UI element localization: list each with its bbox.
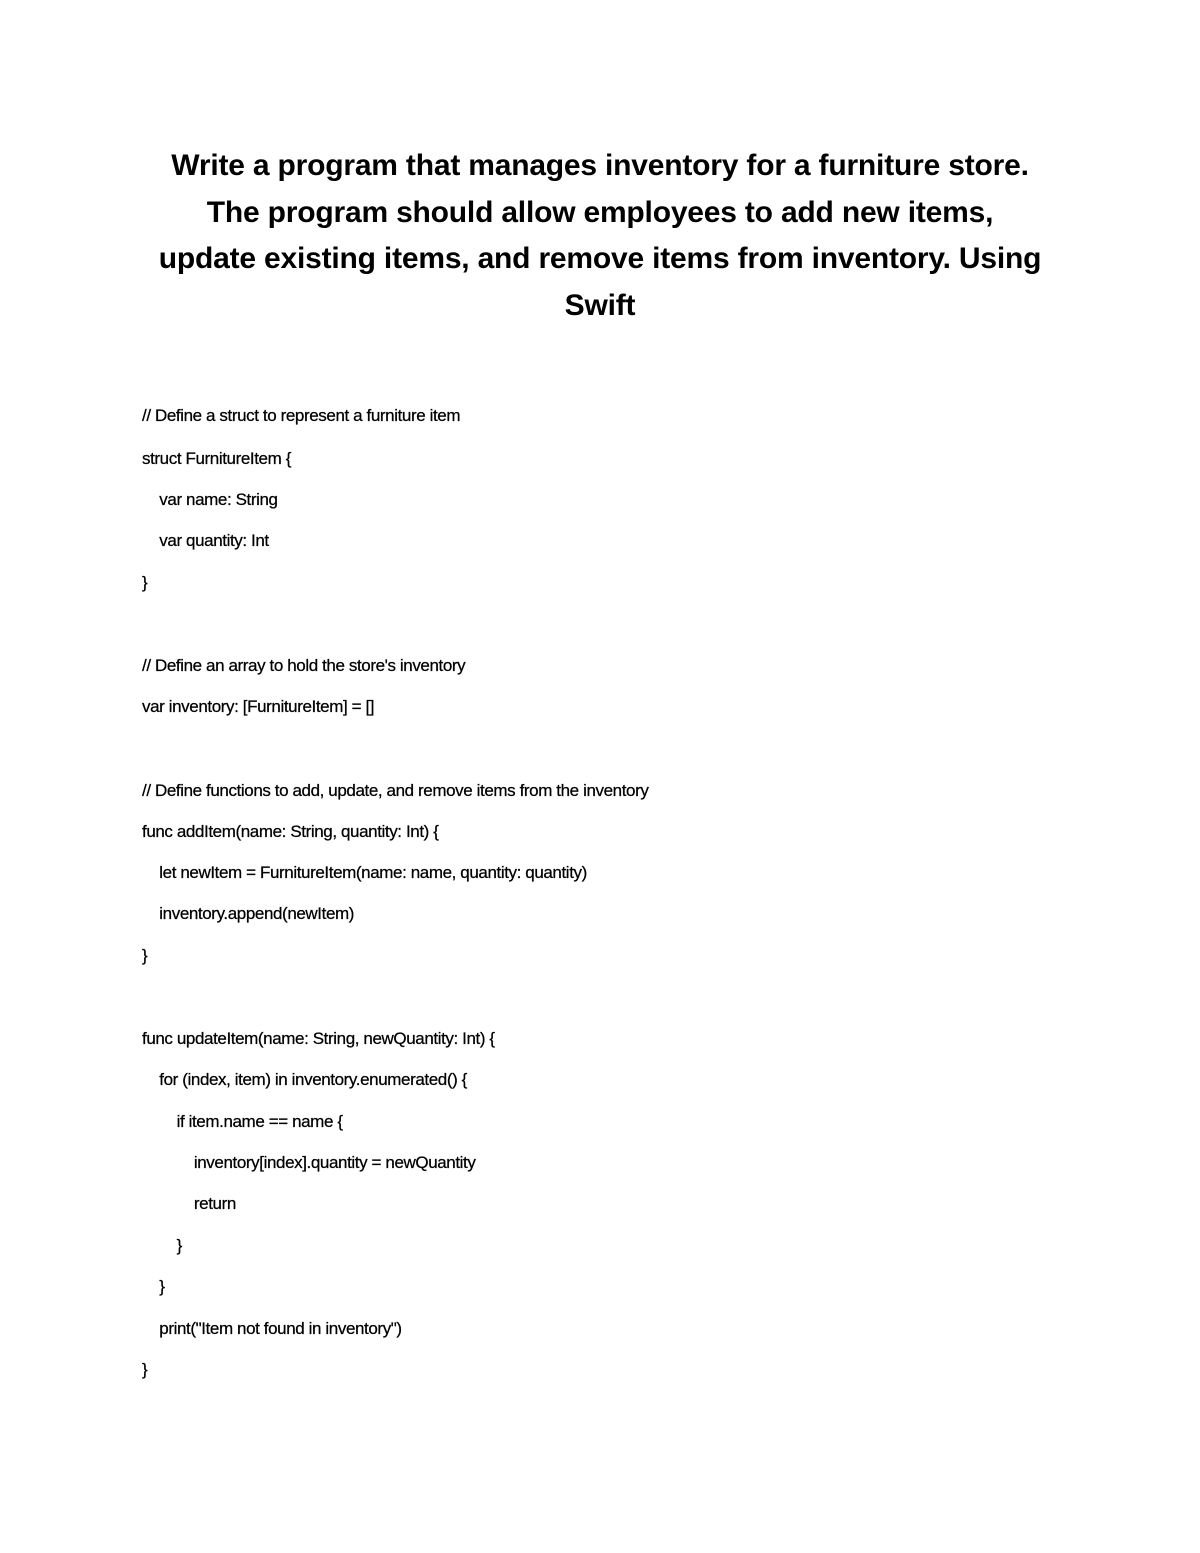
code-line: func updateItem(name: String, newQuantity: Int) { — [142, 1029, 495, 1048]
code-line: return — [142, 1194, 236, 1213]
code-line: func addItem(name: String, quantity: Int) { — [142, 822, 439, 841]
code-line: print("Item not found in inventory") — [142, 1319, 402, 1338]
code-line: } — [142, 573, 148, 592]
code-comment-line: // Define a struct to represent a furniture item — [142, 406, 461, 425]
code-comment-line: // Define an array to hold the store's inventory — [142, 656, 466, 675]
code-line: struct FurnitureItem { — [142, 449, 291, 468]
title-line: Swift — [564, 288, 636, 322]
title-line: Write a program that manages inventory for a furniture store. — [171, 149, 1029, 182]
code-line: var inventory: [FurnitureItem] = [] — [142, 697, 375, 716]
code-line: } — [142, 1360, 148, 1379]
code-line: let newItem = FurnitureItem(name: name, quantity: quantity) — [142, 863, 587, 882]
title-line: update existing items, and remove items from inventory. Using — [158, 242, 1042, 275]
code-line: var quantity: Int — [142, 531, 269, 550]
code-line: var name: String — [142, 490, 278, 509]
document-title — [130, 143, 1070, 329]
code-line: inventory.append(newItem) — [142, 904, 355, 923]
code-line: if item.name == name { — [142, 1112, 343, 1131]
code-comment-line: // Define functions to add, update, and remove items from the inventory — [142, 781, 649, 800]
code-line: for (index, item) in inventory.enumerated() { — [142, 1070, 467, 1089]
code-line: inventory[index].quantity = newQuantity — [142, 1153, 476, 1172]
code-line: } — [142, 946, 148, 965]
code-line: } — [142, 1236, 182, 1255]
code-line: } — [142, 1277, 165, 1296]
title-line: The program should allow employees to add new items, — [206, 195, 994, 229]
